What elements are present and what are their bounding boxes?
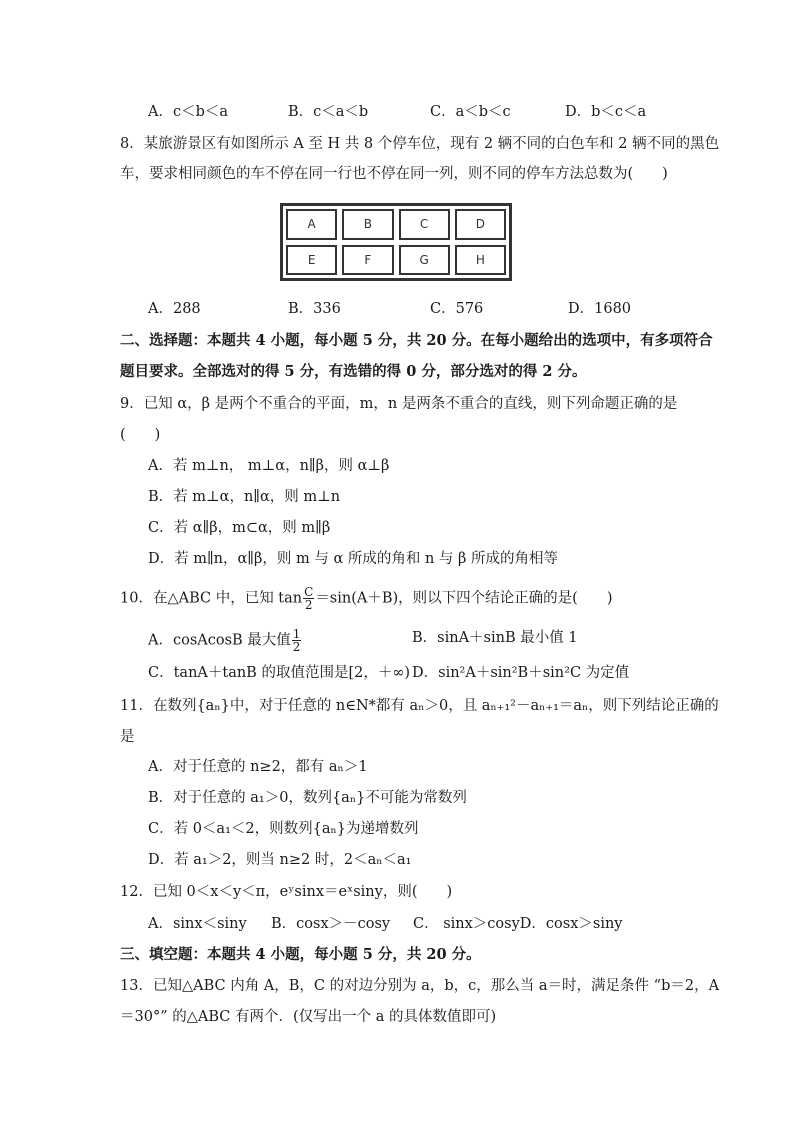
parking-space-f: F bbox=[342, 245, 393, 276]
q10-option-c: C．tanA＋tanB 的取值范围是[2，＋∞) bbox=[148, 665, 411, 681]
q9-option-d: D．若 m∥n，α∥β，则 m 与 α 所成的角和 n 与 β 所成的角相等 bbox=[148, 551, 559, 567]
parking-space-a: A bbox=[286, 209, 337, 240]
q10-option-a-fraction bbox=[292, 628, 302, 653]
q9-option-c: C．若 α∥β，m⊂α，则 m∥β bbox=[148, 520, 331, 536]
q7-option-b: B．c＜a＜b bbox=[288, 104, 369, 120]
q9-stem-line2: ( ) bbox=[120, 427, 161, 443]
q10-fraction bbox=[303, 586, 314, 611]
q10-option-d: D．sin²A＋sin²B＋sin²C 为定值 bbox=[412, 665, 630, 681]
parking-space-e: E bbox=[286, 245, 337, 276]
q12-stem: 12．已知 0＜x＜y＜π，eʸsinx＝eˣsiny，则( ) bbox=[120, 884, 453, 900]
q7-option-d: D．b＜c＜a bbox=[565, 104, 647, 120]
q8-option-b: B．336 bbox=[288, 301, 341, 317]
q10-option-b: B．sinA＋sinB 最小值 1 bbox=[412, 630, 578, 646]
q11-option-a: A．对于任意的 n≥2，都有 aₙ＞1 bbox=[148, 759, 368, 775]
q8-option-c: C．576 bbox=[430, 301, 484, 317]
q11-stem-line2: 是 bbox=[120, 729, 135, 745]
q7-option-c: C．a＜b＜c bbox=[430, 104, 511, 120]
q12-option-cd: C． sinx＞cosyD．cosx＞siny bbox=[413, 916, 623, 932]
q11-option-c: C．若 0＜a₁＜2，则数列{aₙ}为递增数列 bbox=[148, 821, 419, 837]
q10-stem-prefix: 10．在△ABC 中，已知 tan bbox=[120, 590, 303, 607]
q11-stem-line1: 11．在数列{aₙ}中，对于任意的 n∈N*都有 aₙ＞0，且 aₙ₊₁²－aₙ₊₁＝aₙ，则下列结论正确的 bbox=[120, 698, 719, 714]
q9-stem-line1: 9．已知 α，β 是两个不重合的平面，m，n 是两条不重合的直线，则下列命题正确的是 bbox=[120, 396, 678, 412]
parking-space-d: D bbox=[455, 209, 506, 240]
q10-option-a-num: 1 bbox=[292, 627, 301, 641]
q10-frac-den: 2 bbox=[304, 598, 313, 612]
q11-option-d: D．若 a₁＞2，则当 n≥2 时，2＜aₙ＜a₁ bbox=[148, 852, 412, 868]
q11-option-b: B．对于任意的 a₁＞0，数列{aₙ}不可能为常数列 bbox=[148, 790, 467, 806]
q7-option-a: A．c＜b＜a bbox=[148, 104, 229, 120]
q13-stem-line1: 13．已知△ABC 内角 A，B，C 的对边分别为 a，b，c，那么当 a＝时，满足条件 “b＝2，A bbox=[120, 978, 720, 994]
q13-stem-line2: ＝30°” 的△ABC 有两个．(仅写出一个 a 的具体数值即可) bbox=[120, 1009, 497, 1025]
q10-option-a bbox=[148, 628, 302, 653]
parking-space-h: H bbox=[455, 245, 506, 276]
q8-option-a: A．288 bbox=[148, 301, 201, 317]
q10-option-a-den: 2 bbox=[292, 640, 301, 654]
q9-option-a: A．若 m⊥n， m⊥α，n∥β，则 α⊥β bbox=[148, 458, 390, 474]
parking-grid bbox=[280, 203, 512, 281]
section2-heading-line1: 二、选择题：本题共 4 小题，每小题 5 分，共 20 分。在每小题给出的选项中，有多项符合 bbox=[120, 332, 713, 349]
q8-option-d: D．1680 bbox=[568, 301, 632, 317]
q10-stem-suffix: ＝sin(A＋B)，则以下四个结论正确的是( ) bbox=[315, 590, 613, 607]
section2-heading-line2: 题目要求。全部选对的得 5 分，有选错的得 0 分，部分选对的得 2 分。 bbox=[120, 363, 587, 380]
section3-heading: 三、填空题：本题共 4 小题，每小题 5 分，共 20 分。 bbox=[120, 946, 481, 963]
q12-option-a: A．sinx＜siny bbox=[148, 916, 247, 932]
parking-space-c: C bbox=[399, 209, 450, 240]
parking-space-g: G bbox=[399, 245, 450, 276]
parking-space-b: B bbox=[342, 209, 393, 240]
q9-option-b: B．若 m⊥α，n∥α，则 m⊥n bbox=[148, 489, 341, 505]
q8-stem-line1: 8．某旅游景区有如图所示 A 至 H 共 8 个停车位，现有 2 辆不同的白色车和 2 辆不同的黑色 bbox=[120, 136, 720, 152]
q10-stem bbox=[120, 586, 612, 611]
q10-frac-num: C bbox=[304, 585, 314, 599]
q12-option-b: B．cosx＞－cosy bbox=[271, 916, 391, 932]
q8-stem-line2: 车，要求相同颜色的车不停在同一行也不停在同一列，则不同的停车方法总数为( ) bbox=[120, 166, 668, 182]
q10-option-a-text: A．cosAcosB 最大值 bbox=[148, 632, 291, 649]
